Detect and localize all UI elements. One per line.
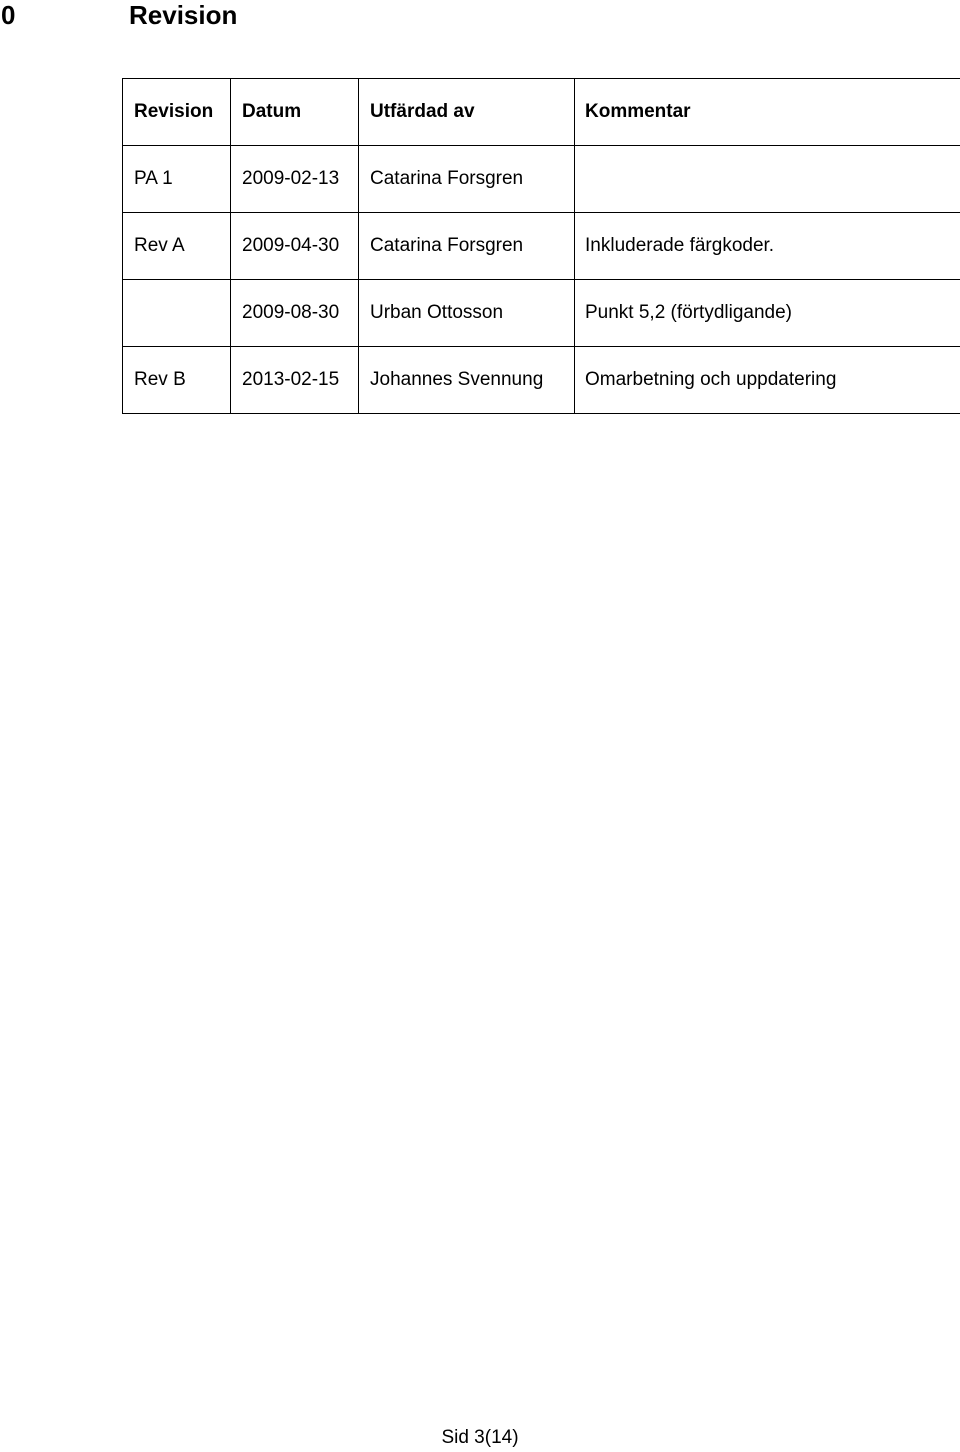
section-heading — [0, 0, 400, 30]
cell-kommentar: Inkluderade färgkoder. — [575, 213, 960, 280]
cell-kommentar: Punkt 5,2 (förtydligande) — [575, 280, 960, 347]
cell-utfardad-av: Johannes Svennung — [359, 347, 575, 414]
cell-revision — [123, 280, 231, 347]
cell-utfardad-av: Catarina Forsgren — [359, 146, 575, 213]
cell-datum: 2013-02-15 — [231, 347, 359, 414]
revision-table — [122, 78, 960, 414]
page-number: Sid 3(14) — [441, 1427, 519, 1448]
cell-kommentar — [575, 146, 960, 213]
header-kommentar: Kommentar — [575, 79, 960, 146]
header-utfardad-av: Utfärdad av — [359, 79, 575, 146]
section-number: 0 — [1, 0, 16, 30]
cell-utfardad-av: Urban Ottosson — [359, 280, 575, 347]
cell-revision: Rev A — [123, 213, 231, 280]
cell-revision: PA 1 — [123, 146, 231, 213]
cell-revision: Rev B — [123, 347, 231, 414]
cell-datum: 2009-08-30 — [231, 280, 359, 347]
header-datum: Datum — [231, 79, 359, 146]
header-revision: Revision — [123, 79, 231, 146]
cell-utfardad-av: Catarina Forsgren — [359, 213, 575, 280]
cell-datum: 2009-02-13 — [231, 146, 359, 213]
table-row — [123, 280, 960, 347]
cell-kommentar: Omarbetning och uppdatering — [575, 347, 960, 414]
cell-datum: 2009-04-30 — [231, 213, 359, 280]
table-row — [123, 213, 960, 280]
table-row — [123, 347, 960, 414]
table-header-row — [123, 79, 960, 146]
section-title: Revision — [129, 0, 238, 30]
table-row — [123, 146, 960, 213]
